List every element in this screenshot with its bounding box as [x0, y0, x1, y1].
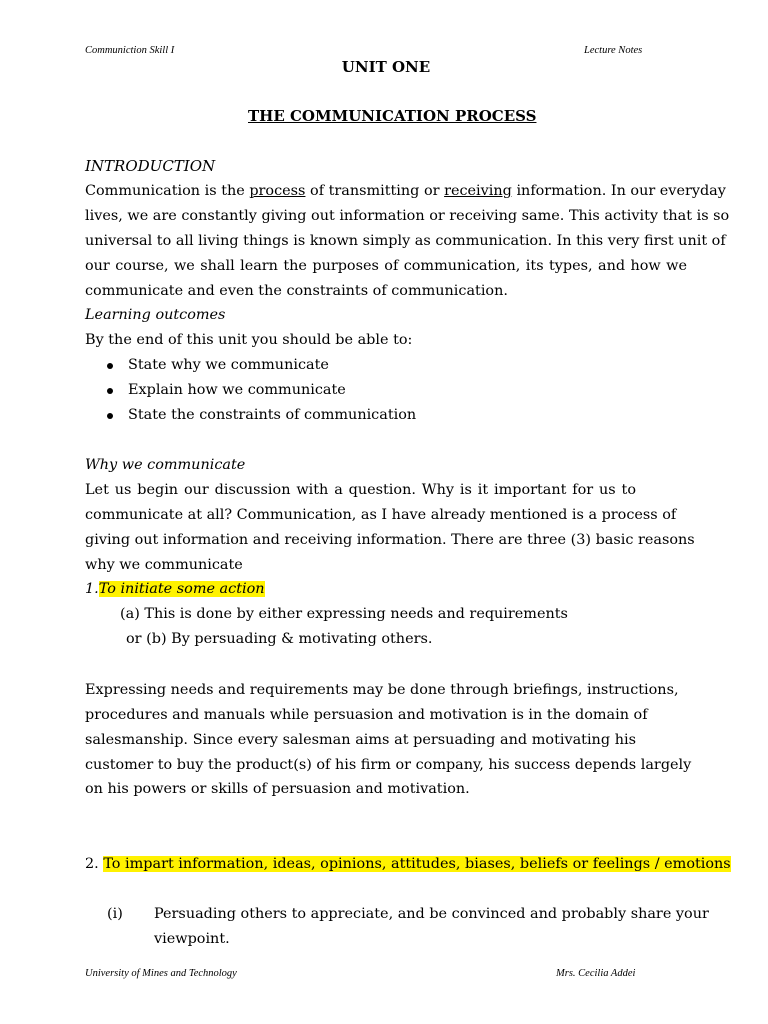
bullet-icon [107, 363, 113, 369]
why-line-1: Let us begin our discussion with a question. Why is it important for us to [85, 482, 636, 498]
intro-line-2: lives, we are constantly giving out information or receiving same. This activity that is so [85, 208, 730, 224]
unit-title: UNIT ONE [341, 58, 431, 76]
intro-line-4: our course, we shall learn the purposes of communication, its types, and how we [85, 258, 687, 274]
expr-line-5: on his powers or skills of persuasion and motivation. [85, 781, 470, 797]
reason-1-highlight: To initiate some action [98, 581, 265, 597]
intro-line-5: communicate and even the constraints of communication. [85, 283, 508, 299]
reason-1-b: or (b) By persuading & motivating others. [126, 631, 433, 647]
why-line-4: why we communicate [85, 557, 243, 573]
outcome-item: State the constraints of communication [128, 407, 417, 423]
outcomes-heading: Learning outcomes [85, 307, 226, 323]
intro-line-1: Communication is the process of transmitting or receiving information. In our everyday [85, 183, 726, 199]
header-course: Communiction Skill I [85, 45, 175, 56]
expr-line-1: Expressing needs and requirements may be done through briefings, instructions, [85, 682, 679, 698]
reason-2: 2. To impart information, ideas, opinions, attitudes, biases, beliefs or feelings / emotions [85, 856, 731, 872]
outcome-item: Explain how we communicate [128, 382, 346, 398]
outcomes-lead: By the end of this unit you should be able to: [85, 332, 413, 348]
expr-line-2: procedures and manuals while persuasion and motivation is in the domain of [85, 707, 648, 723]
intro-line-3: universal to all living things is known simply as communication. In this very first unit of [85, 233, 726, 249]
reason-1-a: (a) This is done by either expressing needs and requirements [120, 606, 568, 622]
item-i-line-2: viewpoint. [154, 931, 230, 947]
footer-university: University of Mines and Technology [85, 968, 237, 979]
why-line-2: communicate at all? Communication, as I have already mentioned is a process of [85, 507, 677, 523]
reason-1: 1.To initiate some action [85, 581, 265, 597]
expr-line-4: customer to buy the product(s) of his firm or company, his success depends largely [85, 757, 692, 773]
outcome-item: State why we communicate [128, 357, 329, 373]
header-notes: Lecture Notes [584, 45, 643, 56]
item-i-number: (i) [107, 906, 123, 922]
bullet-icon [107, 388, 113, 394]
expr-line-3: salesmanship. Since every salesman aims at persuading and motivating his [85, 732, 636, 748]
why-line-3: giving out information and receiving information. There are three (3) basic reasons [85, 532, 695, 548]
section-title: THE COMMUNICATION PROCESS [248, 107, 537, 125]
intro-heading: INTRODUCTION [85, 157, 216, 175]
bullet-icon [107, 413, 113, 419]
footer-author: Mrs. Cecilia Addei [556, 968, 636, 979]
item-i-line-1: Persuading others to appreciate, and be convinced and probably share your [154, 906, 709, 922]
reason-2-highlight: To impart information, ideas, opinions, attitudes, biases, beliefs or feelings / emotions [103, 856, 731, 872]
why-heading: Why we communicate [85, 457, 246, 473]
